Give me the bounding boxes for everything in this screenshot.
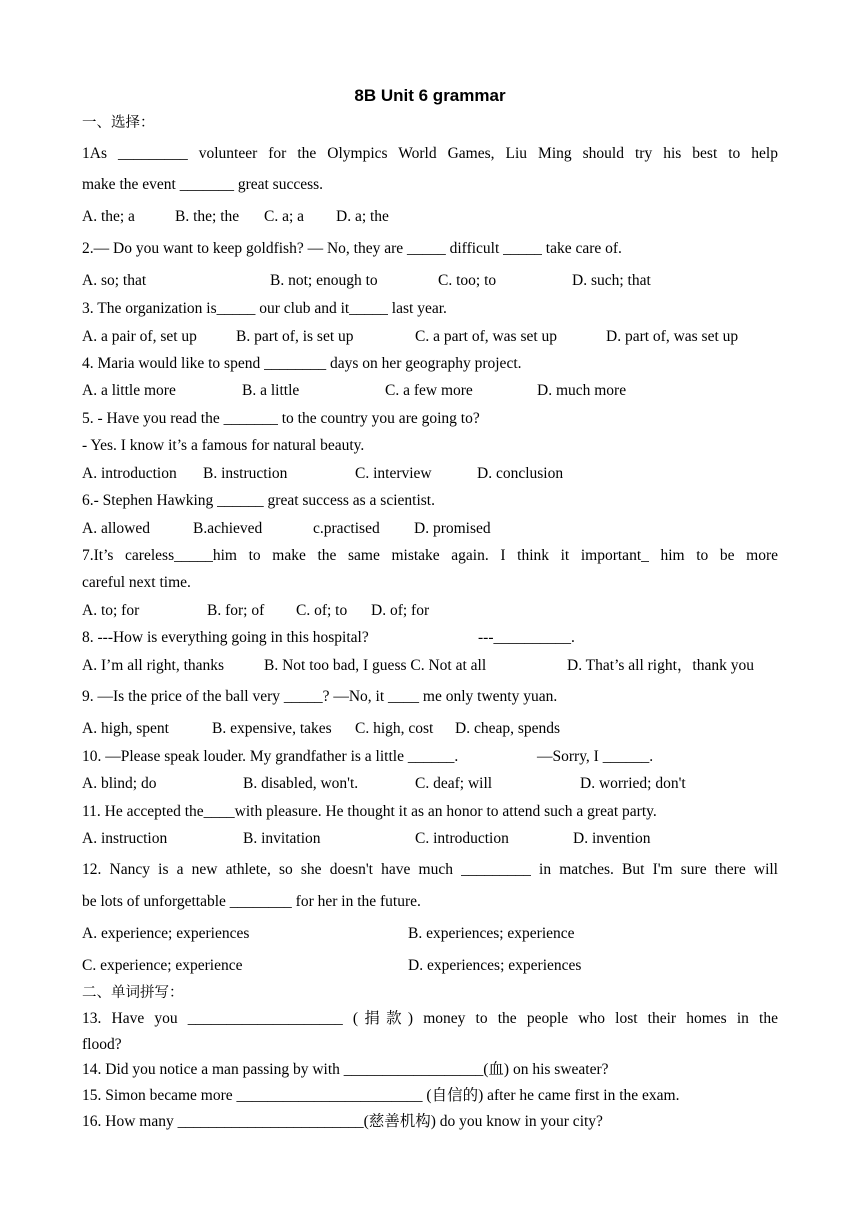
q4-option-d: D. much more bbox=[537, 382, 627, 399]
q5-option-c: C. interview bbox=[355, 465, 432, 482]
q11-option-c: C. introduction bbox=[415, 830, 509, 847]
q11-option-a: A. instruction bbox=[82, 830, 168, 847]
question-10: 10. —Please speak louder. My grandfather is a little ______. bbox=[82, 748, 459, 765]
q4-option-b: B. a little bbox=[242, 382, 300, 399]
q3-option-d: D. part of, was set up bbox=[606, 328, 739, 345]
question-5-line-1: 5. - Have you read the _______ to the country you are going to? bbox=[82, 410, 480, 427]
q9-option-c: C. high, cost bbox=[355, 720, 434, 737]
q1-option-b: B. the; the bbox=[175, 208, 240, 225]
q3-option-a: A. a pair of, set up bbox=[82, 328, 197, 345]
q6-option-a: A. allowed bbox=[82, 520, 151, 537]
q12-option-c: C. experience; experience bbox=[82, 957, 243, 974]
question-10-reply: —Sorry, I ______. bbox=[537, 748, 654, 765]
q10-option-b: B. disabled, won't. bbox=[243, 775, 359, 792]
q7-option-c: C. of; to bbox=[296, 602, 348, 619]
q6-option-c: c.practised bbox=[313, 520, 380, 537]
q6-option-d: D. promised bbox=[414, 520, 491, 537]
question-15: 15. Simon became more ________________________ (自信的) after he came first in the exam. bbox=[82, 1087, 680, 1104]
question-14: 14. Did you notice a man passing by with __________________(血) on his sweater? bbox=[82, 1061, 609, 1078]
q4-option-c: C. a few more bbox=[385, 382, 473, 399]
question-12-line-1: 12. Nancy is a new athlete, so she doesn't have much _________ in matches. But I'm sure there will bbox=[82, 861, 778, 878]
q7-option-a: A. to; for bbox=[82, 602, 140, 619]
q5-option-d: D. conclusion bbox=[477, 465, 564, 482]
question-8: 8. ---How is everything going in this hospital? bbox=[82, 629, 369, 646]
question-13-line-2: flood? bbox=[82, 1036, 122, 1053]
question-5-line-2: - Yes. I know it’s a famous for natural beauty. bbox=[82, 437, 365, 454]
question-7-line-2: careful next time. bbox=[82, 574, 191, 591]
q5-option-b: B. instruction bbox=[203, 465, 288, 482]
q12-option-a: A. experience; experiences bbox=[82, 925, 250, 942]
page-title: 8B Unit 6 grammar bbox=[354, 86, 506, 105]
q11-option-d: D. invention bbox=[573, 830, 651, 847]
q10-option-d: D. worried; don't bbox=[580, 775, 686, 792]
question-12-line-2: be lots of unforgettable ________ for her in the future. bbox=[82, 893, 421, 910]
q9-option-a: A. high, spent bbox=[82, 720, 169, 737]
q1-option-c: C. a; a bbox=[264, 208, 305, 225]
question-4: 4. Maria would like to spend ________ days on her geography project. bbox=[82, 355, 522, 372]
q7-option-b: B. for; of bbox=[207, 602, 265, 619]
q9-option-d: D. cheap, spends bbox=[455, 720, 561, 737]
q8-option-a: A. I’m all right, thanks bbox=[82, 657, 225, 674]
q5-option-a: A. introduction bbox=[82, 465, 177, 482]
q8-option-d: D. That’s all right，thank you bbox=[567, 657, 754, 674]
q4-option-a: A. a little more bbox=[82, 382, 176, 399]
q3-option-c: C. a part of, was set up bbox=[415, 328, 558, 345]
q3-option-b: B. part of, is set up bbox=[236, 328, 354, 345]
q2-option-a: A. so; that bbox=[82, 272, 147, 289]
section-heading-spelling: 二、单词拼写： bbox=[82, 985, 184, 1001]
q8-option-b-c: B. Not too bad, I guess C. Not at all bbox=[264, 657, 487, 674]
q1-option-d: D. a; the bbox=[336, 208, 389, 225]
question-7-line-1: 7.It’s careless_____him to make the same mistake again. I think it important_ him to be more bbox=[82, 547, 778, 564]
q6-option-b: B.achieved bbox=[193, 520, 263, 537]
question-3: 3. The organization is_____ our club and it_____ last year. bbox=[82, 300, 447, 317]
question-1-line-2: make the event _______ great success. bbox=[82, 176, 324, 193]
question-2: 2.— Do you want to keep goldfish? — No, they are _____ difficult _____ take care of. bbox=[82, 240, 622, 257]
question-9: 9. —Is the price of the ball very _____? —No, it ____ me only twenty yuan. bbox=[82, 688, 558, 705]
q7-option-d: D. of; for bbox=[371, 602, 430, 619]
question-6: 6.- Stephen Hawking ______ great success as a scientist. bbox=[82, 492, 435, 509]
q11-option-b: B. invitation bbox=[243, 830, 321, 847]
section-heading-choice: 一、选择： bbox=[82, 115, 155, 131]
q2-option-d: D. such; that bbox=[572, 272, 651, 289]
q2-option-b: B. not; enough to bbox=[270, 272, 378, 289]
question-8-answer-blank: ---__________. bbox=[478, 629, 575, 646]
q10-option-a: A. blind; do bbox=[82, 775, 157, 792]
question-1-line-1: 1As _________ volunteer for the Olympics World Games, Liu Ming should try his best to help bbox=[82, 145, 778, 162]
question-11: 11. He accepted the____with pleasure. He thought it as an honor to attend such a great party. bbox=[82, 803, 657, 820]
q9-option-b: B. expensive, takes bbox=[212, 720, 332, 737]
q1-option-a: A. the; a bbox=[82, 208, 135, 225]
q2-option-c: C. too; to bbox=[438, 272, 497, 289]
question-16: 16. How many ________________________(慈善机构) do you know in your city? bbox=[82, 1113, 603, 1130]
q10-option-c: C. deaf; will bbox=[415, 775, 493, 792]
q12-option-b: B. experiences; experience bbox=[408, 925, 575, 942]
question-13-line-1: 13. Have you ____________________ (捐款) money to the people who lost their homes in the bbox=[82, 1010, 778, 1027]
q12-option-d: D. experiences; experiences bbox=[408, 957, 582, 974]
